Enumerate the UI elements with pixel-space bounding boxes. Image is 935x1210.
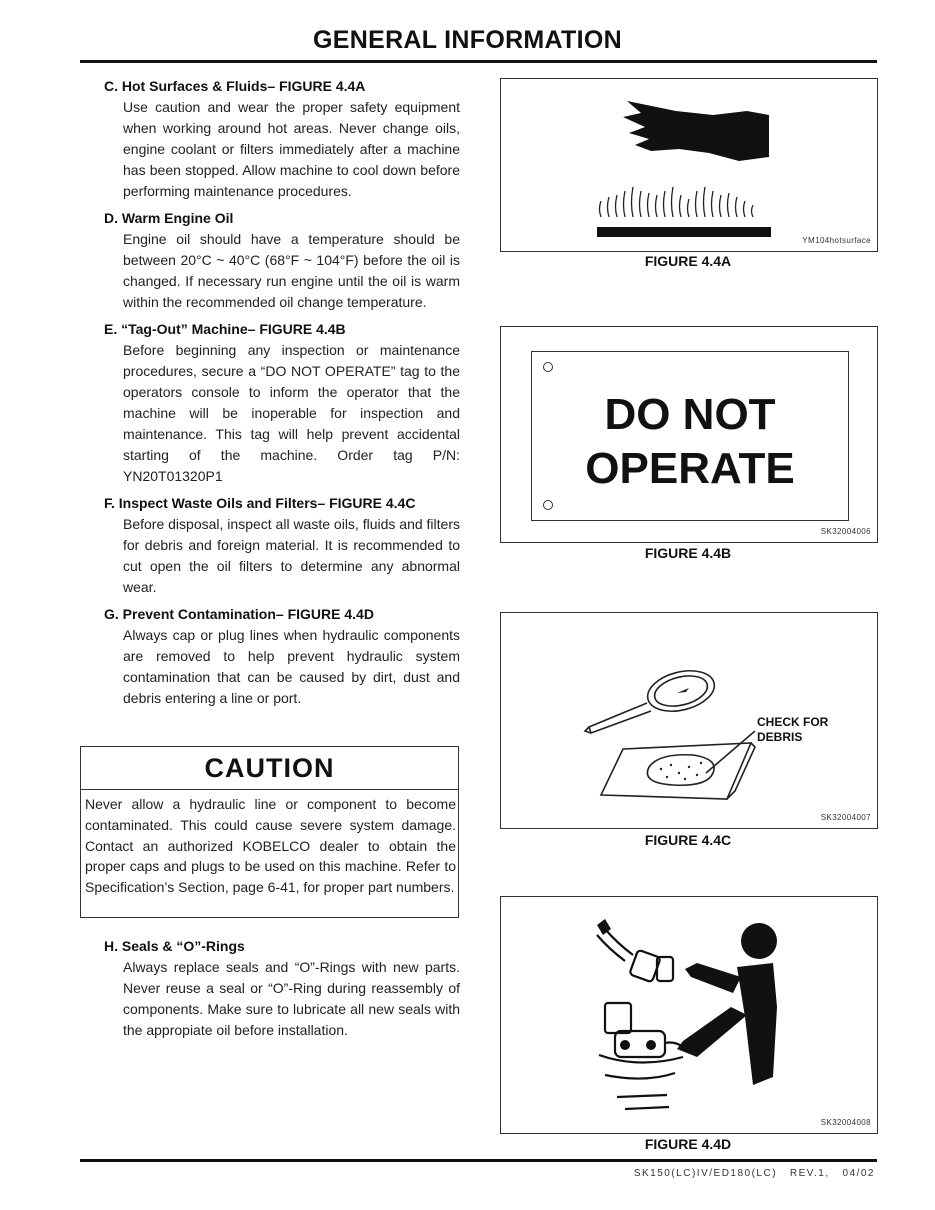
footer-rule: [80, 1159, 877, 1162]
callout-label-line1: CHECK FOR: [757, 715, 829, 729]
figure-code: SK32004008: [820, 1118, 871, 1127]
caution-box: [80, 746, 459, 918]
figure-4-4c: [500, 612, 878, 829]
section-seals-o-rings: [104, 938, 460, 1041]
caution-title: CAUTION: [81, 747, 458, 790]
do-not-operate-tag: [531, 351, 849, 521]
figure-caption: FIGURE 4.4B: [644, 545, 732, 561]
left-column: [104, 78, 460, 717]
section-heading: C. Hot Surfaces & Fluids– FIGURE 4.4A: [104, 78, 366, 94]
caution-body: Never allow a hydraulic line or component to become contaminated. This could cause severe system damage. Contact an authorized KOBELCO dealer to obtain the proper caps and plugs to be used on this machine. Refer to Specification’s Section, page 6-41, for proper part numbers.: [85, 796, 456, 896]
section-hot-surfaces: [104, 78, 460, 202]
header-rule: [80, 60, 877, 63]
page-title: GENERAL INFORMATION: [313, 26, 622, 54]
figure-4-4b: [500, 326, 878, 543]
hot-surface-illustration: [501, 79, 877, 251]
section-heading: F. Inspect Waste Oils and Filters– FIGURE 4.4C: [104, 495, 416, 511]
section-heading: H. Seals & “O”-Rings: [104, 938, 245, 954]
section-body: Before beginning any inspection or maintenance procedures, secure a “DO NOT OPERATE” tag to the operators console to inform the operator that the machine will be inoperable for inspection and maintenance. This tag will help prevent accidental starting of the machine. Order tag P/N: YN20T01320P1: [123, 342, 460, 484]
callout-label-line2: DEBRIS: [757, 730, 803, 744]
section-body: Use caution and wear the proper safety equipment when working around hot areas. Never change oils, engine coolant or filters immediately after a machine has been stopped. Allow machine to cool down before performing maintenance procedures.: [123, 99, 460, 199]
figure-caption: FIGURE 4.4D: [644, 1136, 732, 1152]
tag-hole-icon: [543, 500, 553, 510]
section-heading: G. Prevent Contamination– FIGURE 4.4D: [104, 606, 374, 622]
page-footer: SK150(LC)IV/ED180(LC) REV.1, 04/02: [633, 1168, 875, 1179]
section-warm-engine-oil: [104, 210, 460, 313]
capping-hydraulic-line-illustration: [501, 897, 877, 1133]
section-contamination: [104, 606, 460, 709]
section-heading: D. Warm Engine Oil: [104, 210, 234, 226]
figure-caption: FIGURE 4.4C: [644, 832, 732, 848]
section-heading: E. “Tag-Out” Machine– FIGURE 4.4B: [104, 321, 346, 337]
section-tag-out: [104, 321, 460, 487]
section-body: Before disposal, inspect all waste oils, fluids and filters for debris and foreign material. It is recommended to cut open the oil filters to determine any abnormal wear.: [123, 516, 460, 595]
section-body: Always cap or plug lines when hydraulic components are removed to help prevent hydraulic system contamination that can be caused by dirt, dust and debris entering a line or port.: [123, 627, 460, 706]
figure-4-4a: [500, 78, 878, 252]
figure-code: SK32004007: [820, 813, 871, 822]
tag-text-line1: DO NOT: [604, 390, 776, 439]
figure-code: SK32004006: [820, 527, 871, 536]
tag-hole-icon: [543, 362, 553, 372]
figure-code: YM104hotsurface: [802, 236, 871, 245]
section-waste-oils: [104, 495, 460, 598]
section-body: Engine oil should have a temperature should be between 20°C ~ 40°C (68°F ~ 104°F) before the oil is changed. If necessary run engine until the oil is warm within the recommended oil change temperature.: [123, 231, 460, 310]
figure-caption: FIGURE 4.4A: [644, 253, 732, 269]
figure-4-4d: [500, 896, 878, 1134]
section-body: Always replace seals and “O”-Rings with new parts. Never reuse a seal or “O”-Ring during reassembly of components. Make sure to lubricate all new seals with the appropiate oil before installation.: [123, 959, 460, 1038]
tag-text-line2: OPERATE: [585, 444, 795, 493]
